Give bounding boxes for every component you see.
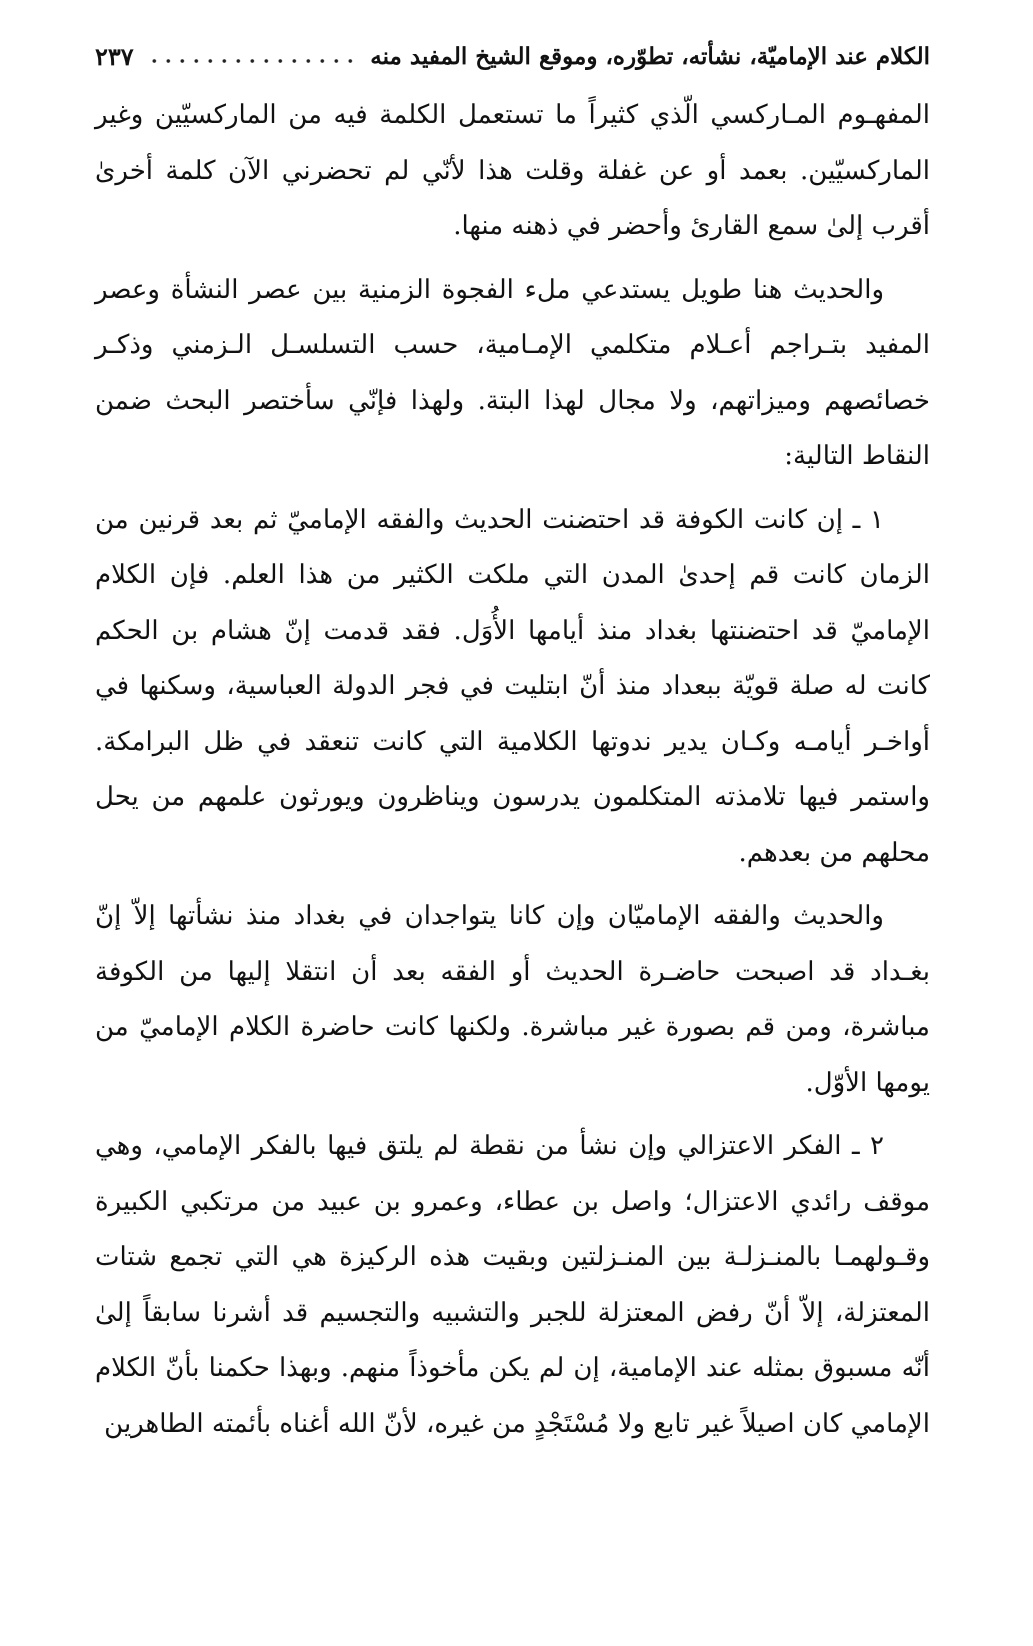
dot-leader bbox=[146, 58, 359, 64]
paragraph-2: والحديث هنا طويل يستدعي ملء الفجوة الزمنية بين عصر النشأة وعصر المفيد بتـراجم أعـلام متكلمي الإمـامية، حسب التسلسـل الـزمني وذكـر خصائصهم وميزاتهم، ولا مجال لهذا البتة. ولهذا فإنّي سأختصر البحث ضمن النقاط التالية: bbox=[95, 274, 930, 471]
page-header bbox=[95, 30, 930, 82]
running-title: الكلام عند الإماميّة، نشأته، تطوّره، وموقع الشيخ المفيد منه bbox=[370, 42, 930, 70]
page-number: ٢٣٧ bbox=[95, 41, 134, 71]
paragraph-5: ٢ ـ الفكر الاعتزالي وإن نشأ من نقطة لم يلتق فيها بالفكر الإمامي، وهي موقف رائدي الاعتزال؛ واصل بن عطاء، وعمرو بن عبيد من مرتكبي الكبيرة وقـولهمـا بالمنـزلـة بين المنـزلتين وبقيت هذه الركيزة هي التي تجمع شتات المعتزلة، إلاّ أنّ رفض المعتزلة للجبر والتشبيه والتجسيم قد أشرنا سابقاً إلىٰ أنّه مسبوق بمثله عند الإمامية، إن لم يكن مأخوذاً منهم. وبهذا حكمنا بأنّ الكلام الإمامي كان اصيلاً غير تابع ولا مُسْتَجْدٍ من غيره، لأنّ الله أغناه بأئمته الطاهرين bbox=[95, 1131, 930, 1439]
paragraph-1: المفهـوم المـاركسي الّذي كثيراً ما تستعمل الكلمة فيه من الماركسيّين وغير الماركسيّين. بعمد أو عن غفلة وقلت هذا لأنّي لم تحضرني الآن كلمة أخرىٰ أقرب إلىٰ سمع القارئ وأحضر في ذهنه منها. bbox=[95, 100, 930, 241]
paragraph-3: ١ ـ إن كانت الكوفة قد احتضنت الحديث والفقه الإماميّ ثم بعد قرنين من الزمان كانت قم إحدىٰ المدن التي ملكت الكثير من هذا العلم. فإن الكلام الإماميّ قد احتضنتها بغداد منذ أيامها الأُوَل. فقد قدمت إنّ هشام بن الحكم كانت له صلة قويّة ببعداد منذ أنّ ابتليت في فجر الدولة العباسية، وسكنها في أواخـر أيامـه وكـان يدير ندوتها الكلامية التي كانت تنعقد في ظل البرامكة. واستمر فيها تلامذته المتكلمون يدرسون ويناظرون ويورثون علمهم من يحل محلهم من بعدهم. bbox=[95, 504, 930, 868]
book-page bbox=[95, 30, 930, 1452]
paragraph-4: والحديث والفقه الإماميّان وإن كانا يتواجدان في بغداد منذ نشأتها إلاّ إنّ بغـداد قد اصبحت حاضـرة الحديث أو الفقه بعد أن انتقلا إليها من الكوفة مباشرة، ومن قم بصورة غير مباشرة. ولكنها كانت حاضرة الكلام الإماميّ من يومها الأوّل. bbox=[95, 901, 930, 1098]
